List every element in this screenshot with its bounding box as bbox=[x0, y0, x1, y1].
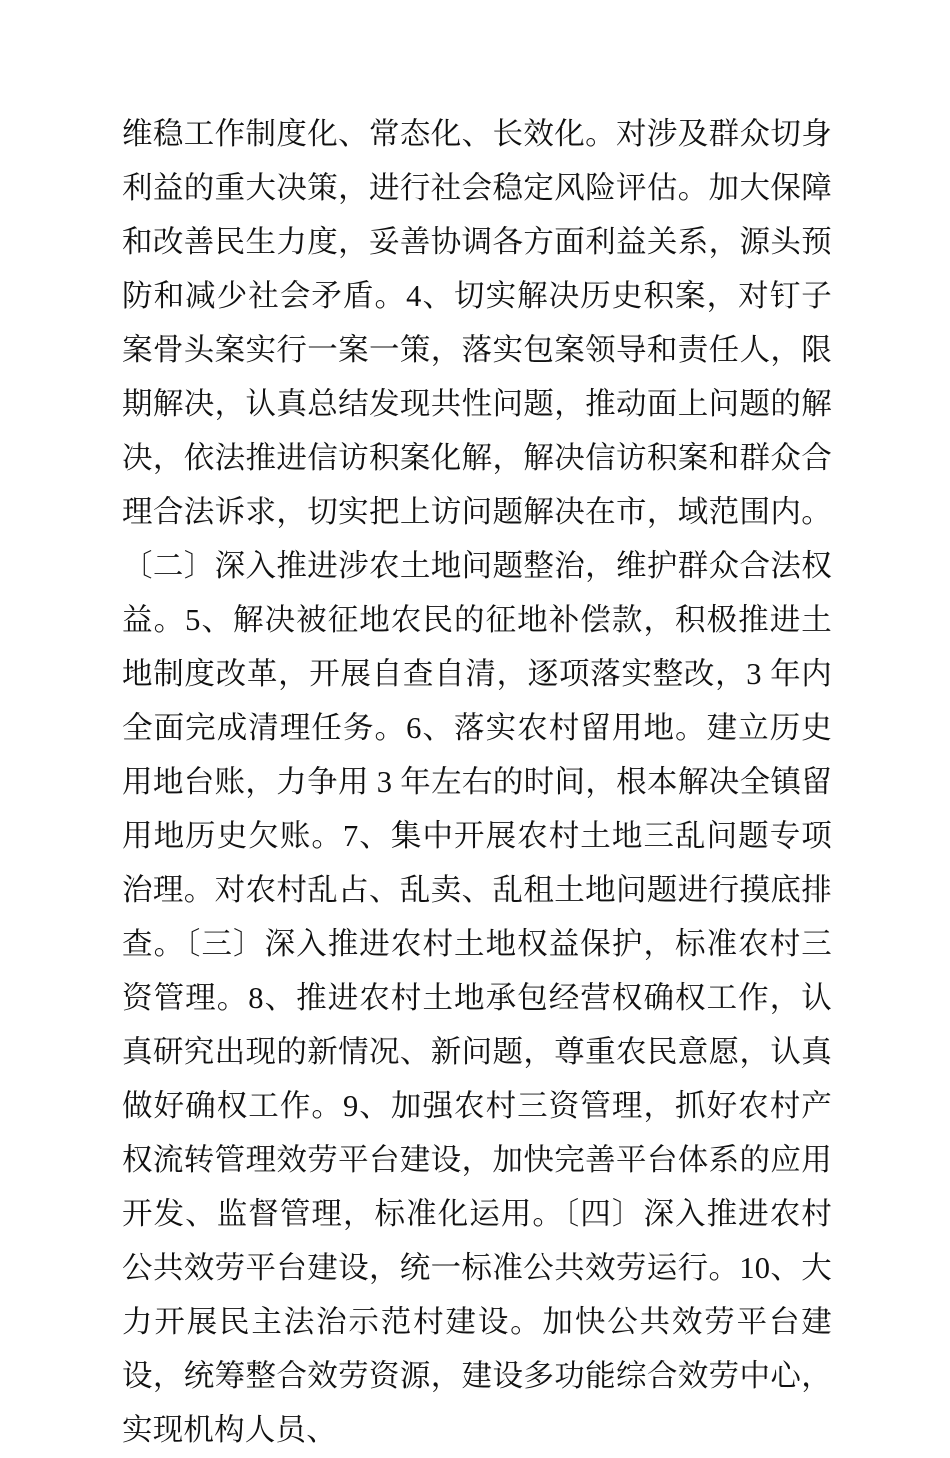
body-paragraph: 维稳工作制度化、常态化、长效化。对涉及群众切身利益的重大决策，进行社会稳定风险评估。加大保障和改善民生力度，妥善协调各方面利益关系，源头预防和减少社会矛盾。4、切实解决历史积案，对钉子案骨头案实行一案一策，落实包案领导和责任人，限期解决，认真总结发现共性问题，推动面上问题的解决，依法推进信访积案化解，解决信访积案和群众合理合法诉求，切实把上访问题解决在市，域范围内。〔二〕深入推进涉农土地问题整治，维护群众合法权益。5、解决被征地农民的征地补偿款，积极推进土地制度改革，开展自查自清，逐项落实整改，3 年内全面完成清理任务。6、落实农村留用地。建立历史用地台账，力争用 3 年左右的时间，根本解决全镇留用地历史欠账。7、集中开展农村土地三乱问题专项治理。对农村乱占、乱卖、乱租土地问题进行摸底排查。〔三〕深入推进农村土地权益保护，标准农村三资管理。8、推进农村土地承包经营权确权工作，认真研究出现的新情况、新问题，尊重农民意愿，认真做好确权工作。9、加强农村三资管理，抓好农村产权流转管理效劳平台建设，加快完善平台体系的应用开发、监督管理，标准化运用。〔四〕深入推进农村公共效劳平台建设，统一标准公共效劳运行。10、大力开展民主法治示范村建设。加快公共效劳平台建设，统筹整合效劳资源，建设多功能综合效劳中心，实现机构人员、 bbox=[122, 117, 832, 1447]
document-body bbox=[122, 108, 832, 1458]
